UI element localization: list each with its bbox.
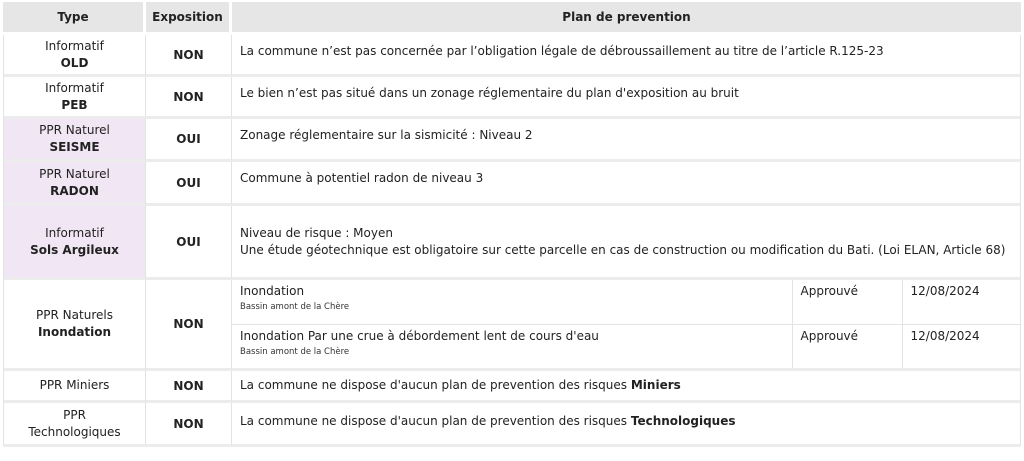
plan-title-cell <box>232 280 792 324</box>
plan-subtitle: Bassin amont de la Chère <box>240 302 350 312</box>
header-type: Type <box>3 2 146 35</box>
type-category-line2: Technologiques <box>28 424 121 439</box>
plan-title-cell <box>232 324 792 368</box>
plan-row <box>232 324 1020 368</box>
type-name: Sols Argileux <box>30 242 119 257</box>
plan-subtable-cell <box>232 280 1021 371</box>
exposition-value: NON <box>146 371 232 403</box>
plan-text: Le bien n’est pas situé dans un zonage réglementaire du plan d'exposition au bruit <box>232 77 1021 119</box>
exposition-value: OUI <box>146 119 232 162</box>
plan-text: Zonage réglementaire sur la sismicité : Niveau 2 <box>232 119 1021 162</box>
header-exposition: Exposition <box>146 2 232 35</box>
plan-title: Inondation Par une crue à débordement lent de cours d'eau <box>240 328 599 343</box>
plan-status: Approuvé <box>792 324 902 368</box>
plan-date: 12/08/2024 <box>902 280 1020 324</box>
type-cell <box>3 119 146 162</box>
table-row-miniers <box>3 371 1021 403</box>
table-row-radon <box>3 162 1021 206</box>
plan-text <box>232 371 1021 403</box>
table-header-row <box>3 2 1021 35</box>
type-cell <box>3 280 146 371</box>
plan-subtitle: Bassin amont de la Chère <box>240 346 350 357</box>
plan-status: Approuvé <box>792 280 902 324</box>
type-cell <box>3 77 146 119</box>
type-name: PEB <box>61 97 88 112</box>
plan-text-bold: Miniers <box>630 378 681 392</box>
plan-date: 12/08/2024 <box>910 328 980 343</box>
plan-text <box>232 403 1021 447</box>
type-category: PPR <box>63 407 86 422</box>
inondation-plans-table <box>232 280 1020 368</box>
header-plan: Plan de prevention <box>232 2 1021 35</box>
type-name: Inondation <box>37 325 112 339</box>
exposition-value: OUI <box>146 162 232 206</box>
plan-text-bold: Technologiques <box>630 414 736 428</box>
table-row-old <box>3 35 1021 77</box>
type-category: PPR Naturels <box>36 308 113 322</box>
type-cell <box>3 206 146 280</box>
plan-text-prefix: La commune ne dispose d'aucun plan de prevention des risques <box>240 378 631 392</box>
type-cell <box>3 162 146 206</box>
plan-text <box>232 206 1021 280</box>
plan-text: Commune à potentiel radon de niveau 3 <box>232 162 1021 206</box>
plan-text: La commune n’est pas concernée par l’obligation légale de débroussaillement au titre de l’article R.125-23 <box>232 35 1021 77</box>
exposition-value: NON <box>146 35 232 77</box>
risk-level-text: Niveau de risque : Moyen <box>240 225 393 240</box>
type-name: RADON <box>50 183 99 198</box>
type-category: Informatif <box>45 225 104 240</box>
table-row-seisme <box>3 119 1021 162</box>
type-cell <box>3 403 146 447</box>
risk-table <box>3 2 1021 447</box>
plan-row <box>232 280 1020 324</box>
exposition-value: NON <box>146 403 232 447</box>
type-category: PPR Miniers <box>39 378 110 392</box>
type-cell <box>3 371 146 403</box>
type-name: SEISME <box>49 140 100 154</box>
study-requirement-text: Une étude géotechnique est obligatoire sur cette parcelle en cas de construction ou modification du Bati. (Loi ELAN, Article 68) <box>240 242 1006 257</box>
table-row-sols-argileux <box>3 206 1021 280</box>
type-category: Informatif <box>45 80 104 95</box>
plan-title: Inondation <box>240 284 305 298</box>
table-row-peb <box>3 77 1021 119</box>
exposition-value: OUI <box>146 206 232 280</box>
table-row-technologiques <box>3 403 1021 447</box>
type-category: Informatif <box>45 38 104 53</box>
exposition-value: NON <box>146 280 232 371</box>
type-category: PPR Naturel <box>39 166 110 181</box>
type-cell <box>3 35 146 77</box>
plan-text-prefix: La commune ne dispose d'aucun plan de prevention des risques <box>240 414 631 428</box>
type-name: OLD <box>60 55 89 70</box>
exposition-value: NON <box>146 77 232 119</box>
table-row-inondation <box>3 280 1021 371</box>
type-category: PPR Naturel <box>39 123 110 137</box>
